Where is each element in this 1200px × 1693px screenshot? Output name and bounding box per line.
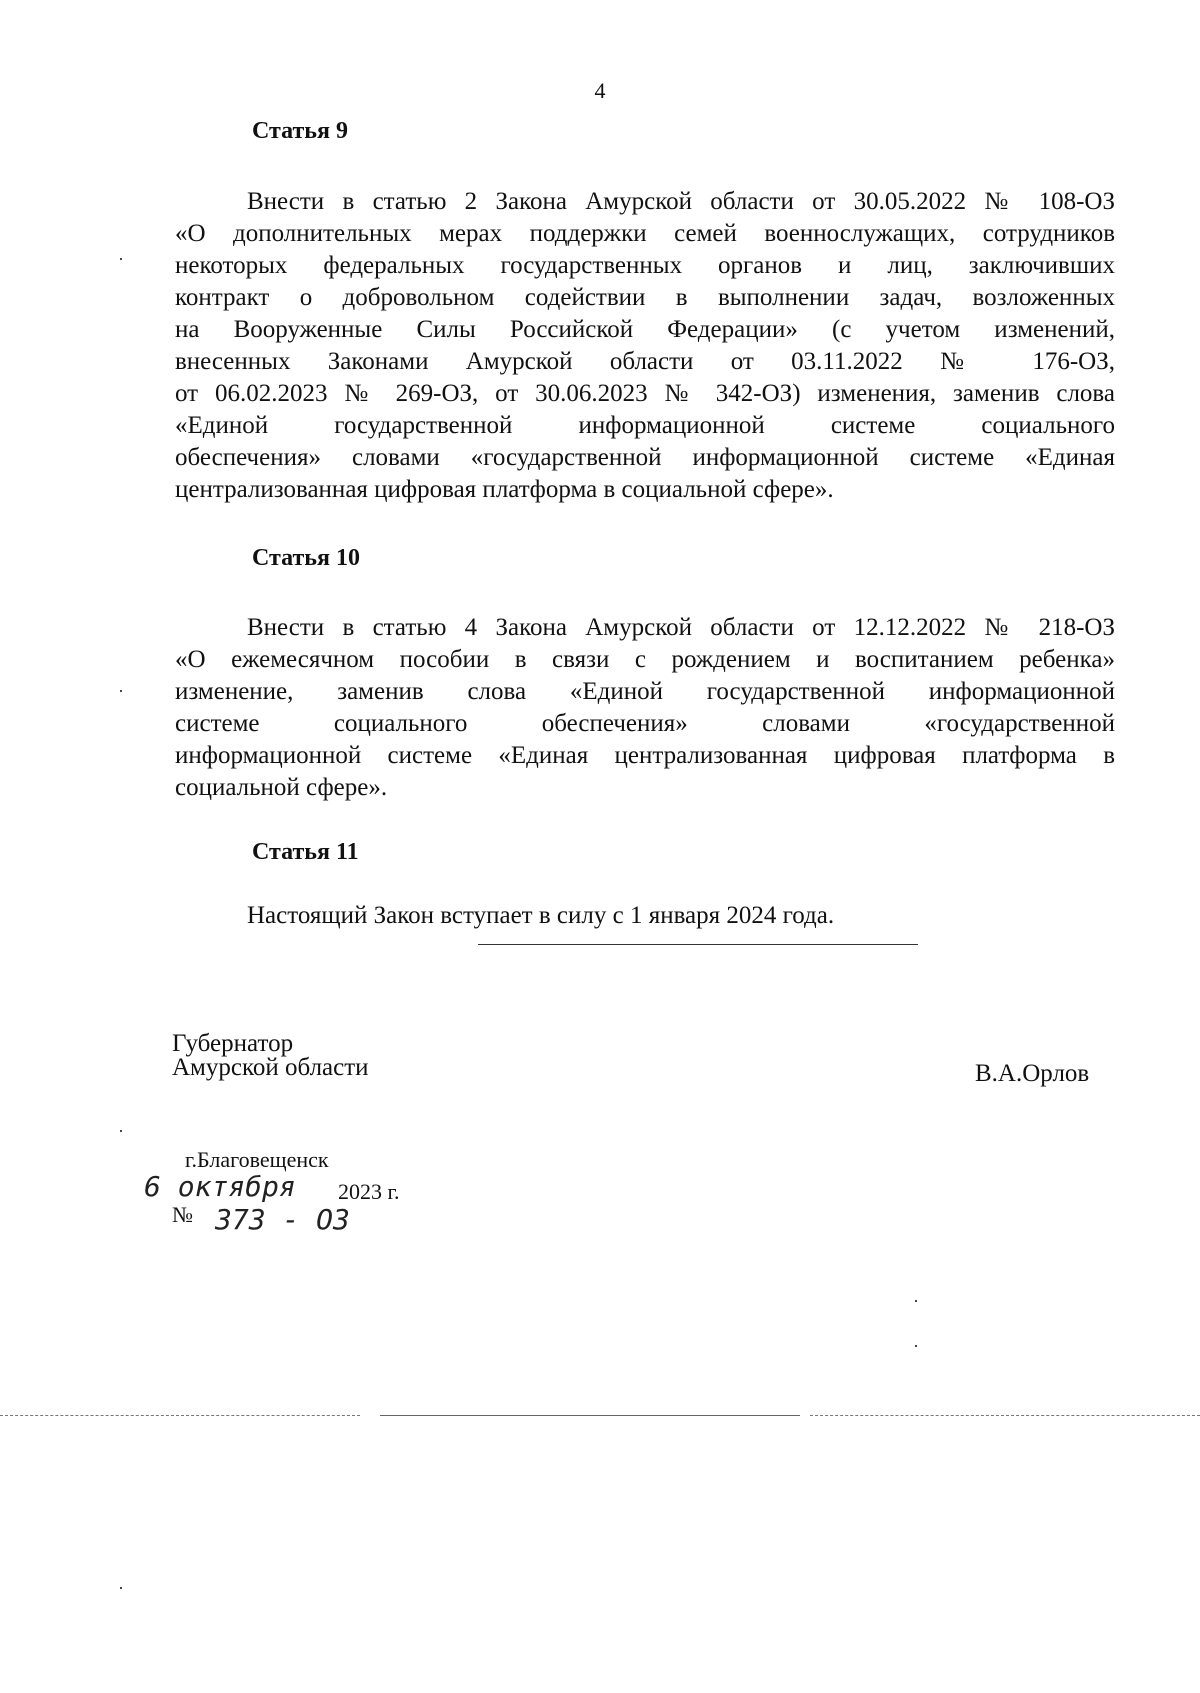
signature-title-line1: Губернатор bbox=[172, 1030, 294, 1057]
article-10-heading: Статья 10 bbox=[252, 545, 360, 571]
article-10-line: Внести в статью 4 Закона Амурской области от 12.12.2022 № 218-ОЗ bbox=[247, 614, 1115, 641]
article-10-line: «О ежемесячном пособии в связи с рождением и воспитанием ребенка» bbox=[175, 646, 1115, 673]
article-9-text bbox=[175, 186, 1115, 506]
city-label: г.Благовещенск bbox=[185, 1147, 329, 1172]
separator-line bbox=[478, 944, 918, 945]
page-number: 4 bbox=[594, 78, 606, 103]
scan-artifact-line bbox=[810, 1415, 1200, 1416]
article-9-line: внесенных Законами Амурской области от 03.11.2022 № 176-ОЗ, bbox=[175, 348, 1115, 375]
article-11-text: Настоящий Закон вступает в силу с 1 января 2024 года. bbox=[247, 902, 835, 929]
scan-speck bbox=[915, 1345, 917, 1347]
scan-artifact-line bbox=[0, 1415, 360, 1416]
handwritten-date: 6 октября bbox=[144, 1170, 296, 1203]
article-11-heading: Статья 11 bbox=[252, 839, 359, 865]
article-9-line: «О дополнительных мерах поддержки семей военнослужащих, сотрудников bbox=[175, 220, 1115, 247]
article-10-line: информационной системе «Единая централизованная цифровая платформа в bbox=[175, 742, 1115, 769]
article-10-text bbox=[175, 612, 1115, 804]
article-9-heading: Статья 9 bbox=[252, 118, 348, 144]
scan-speck bbox=[120, 258, 122, 260]
article-10-line: социальной сфере». bbox=[175, 774, 388, 801]
article-9-line: Внести в статью 2 Закона Амурской области от 30.05.2022 № 108-ОЗ bbox=[247, 188, 1115, 215]
scan-speck bbox=[120, 1130, 122, 1132]
scan-speck bbox=[120, 1587, 122, 1589]
year-label: 2023 г. bbox=[338, 1179, 400, 1204]
article-9-line: централизованная цифровая платформа в социальной сфере». bbox=[175, 476, 834, 503]
signature-name: В.А.Орлов bbox=[975, 1060, 1090, 1087]
article-9-line: некоторых федеральных государственных органов и лиц, заключивших bbox=[175, 252, 1115, 279]
article-10-line: системе социального обеспечения» словами «государственной bbox=[175, 710, 1115, 737]
number-label: № bbox=[172, 1202, 193, 1227]
article-9-line: обеспечения» словами «государственной информационной системе «Единая bbox=[175, 444, 1115, 471]
scan-artifact-line bbox=[380, 1415, 800, 1416]
article-9-line: «Единой государственной информационной системе социального bbox=[175, 412, 1115, 439]
scan-speck bbox=[915, 1300, 917, 1302]
article-9-line: на Вооруженные Силы Российской Федерации» (с учетом изменений, bbox=[175, 316, 1115, 343]
scan-speck bbox=[120, 690, 122, 692]
handwritten-number: 373 - ОЗ bbox=[215, 1203, 350, 1236]
article-10-line: изменение, заменив слова «Единой государственной информационной bbox=[175, 678, 1115, 705]
article-9-line: от 06.02.2023 № 269-ОЗ, от 30.06.2023 № 342-ОЗ) изменения, заменив слова bbox=[175, 380, 1115, 407]
article-9-line: контракт о добровольном содействии в выполнении задач, возложенных bbox=[175, 284, 1115, 311]
signature-title-line2: Амурской области bbox=[172, 1054, 369, 1081]
